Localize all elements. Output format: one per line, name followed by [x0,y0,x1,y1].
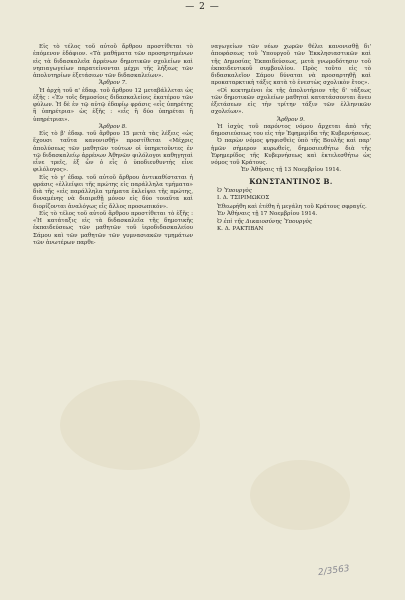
justice-minister-role: Ὁ ἐπὶ τῆς Δικαιοσύνης Ὑπουργὸς [217,218,313,225]
left-column [33,44,193,247]
seal-line: Ἐθεωρήθη καὶ ἐτέθη ἡ μεγάλη τοῦ Κράτους σφραγίς. [217,204,367,210]
seal-date: Ἐν Ἀθήναις τῇ 17 Νοεμβρίου 1914. [217,211,318,218]
paragraph: ναγωγείων τῶν νέων χωρῶν θέλει κανονισθῇ δι' ἀποφάσεως τοῦ Ὑπουργοῦ τῶν Ἐκκλησιαστικῶν καὶ τῆς Δημοσίας Ἐκπαιδεύσεως, μετὰ γνωμοδότησιν τοῦ ἐκπαιδευτικοῦ συμβουλίου. Πρὸς τοῦτο εἰς τὸ διδασκαλεῖον Σάμου δύναται νὰ προσαρτηθῇ καὶ προκαταρκτικὴ τάξις κατὰ τὸ ἐνεστὼς σχολικὸν ἔτος». [211,44,371,87]
paper-stain [250,460,350,530]
paragraph: «Οἱ κεκτημένοι ἐκ τῆς ἀπολυτήριον τῆς δ' τάξεως τῶν δημοτικῶν σχολείων μαθηταὶ κατατάσσονται ἄνευ ἐξετάσεων εἰς τὴν τρίτην τάξιν τῶν ἑλληνικῶν σχολείων». [211,87,371,116]
king-signature: ΚΩΝΣΤΑΝΤΙΝΟΣ Β. [249,176,333,186]
paragraph: Ὁ παρὼν νόμος ψηφισθεὶς ὑπὸ τῆς Βουλῆς καὶ παρ' ἡμῶν σήμερον κυρωθείς, δημοσιευθήτω διὰ τῆς Ἐφημερίδος τῆς Κυβερνήσεως καὶ ἐκτελεσθήτω ὡς νόμος τοῦ Κράτους. [211,138,371,166]
date-line: Ἐν Ἀθήναις τῇ 13 Νοεμβρίου 1914. [240,167,342,174]
paragraph: Εἰς τὸ β' ἐδαφ. τοῦ ἄρθρου 15 μετὰ τὰς λέξεις «ὡς ἔχουσι ταῦτα κανονισθῇ» προστίθεται «Μέχρις ἀπολύσεως τῶν μαθητῶν τούτων οἱ ὑπηρετοῦντες ἐν τῷ διδασκαλείῳ ἀρρένων Ἀθηνῶν φιλόλογοι καθηγηταὶ εἶνε τρεῖς, ἐξ ὧν ὁ εἷς ὁ ὑποδιευθυντὴς εἶνε φιλόλογος». [33,131,193,174]
article-heading: Ἄρθρον 7. [99,80,127,87]
article-heading: Ἄρθρον 8. [99,123,127,130]
right-column [211,44,371,233]
paragraph: Εἰς τὸ τέλος τοῦ αὐτοῦ ἄρθρου προστίθεται τὸ ἑξῆς : «Ἡ κατάταξις εἰς τὰ διδασκαλεῖα τῆς δημοτικῆς ἐκπαιδεύσεως τῶν μαθητῶν τοῦ ἱεροδιδασκαλείου Σάμου καὶ τῶν μαθητῶν τῶν γυμνασιακῶν τμημάτων τῶν ἀνωτέρων παρθε- [33,210,193,246]
paragraph: Ἡ ἰσχὺς τοῦ παρόντος νόμου ἄρχεται ἀπὸ τῆς δημοσιεύσεως του εἰς τὴν Ἐφημερίδα τῆς Κυβερνήσεως. [211,123,371,137]
minister-role: Ὁ Ὑπουργὸς [217,187,252,194]
seal-block [211,204,371,219]
justice-minister-name: Κ. Δ. ΡΑΚΤΙΒΑΝ [217,225,264,232]
paper-stain [60,380,200,470]
paragraph: Εἰς τὸ γ' ἐδαφ. τοῦ αὐτοῦ ἄρθρου ἀντικαθίσταται ἡ φράσις «ἐλλείψει τῆς πρώτης εἰς παράλληλα τμήματα» διὰ τῆς «εἰς παράλληλα τμήματα ἐκλείψει τῆς πρώτης, δυναμένης νὰ διαιρεθῇ μόνον εἰς δύο τοιαῦτα καὶ διορίζονται ἀναλόγως εἷς ἄλλος προσωπικόν». [33,174,193,210]
paragraph: Ἡ ἀρχὴ τοῦ α' ἐδαφ. τοῦ ἄρθρου 12 μεταβάλλεται ὡς ἑξῆς : «Ἐν τοῖς δημοσίοις διδασκαλείοις ἑκατέρου τῶν φύλων. Ἡ δὲ ἐν τῷ αὐτῷ ἐδαφίῳ φράσις «εἷς ὑπηρέτης ἢ ὑπηρέτρια» ὡς ἑξῆς : «εἷς ἢ δύο ὑπηρέται ἢ ὑπηρέτριαι». [33,87,193,123]
page-number: — 2 — [185,2,220,12]
minister-name: Ι. Δ. ΤΣΙΡΙΜΩΚΟΣ [217,194,270,201]
article-heading: Ἄρθρον 9. [277,116,305,123]
pencil-annotation: 2/3563 [317,563,351,579]
paragraph: Εἰς τὸ τέλος τοῦ αὐτοῦ ἄρθρου προστίθεται τὸ ἑπόμενον ἐδάφιον. «Τὰ μαθήματα τῶν προσηρτημένων εἰς τὰ διδασκαλεῖα ἀρρένων δημοτικῶν σχολείων καὶ νηπιαγωγείων παρατείνονται μέχρι τῆς λήξεως τῶν ἀπολυτηρίων ἐξετάσεων τῶν διδασκαλείων». [33,44,193,79]
